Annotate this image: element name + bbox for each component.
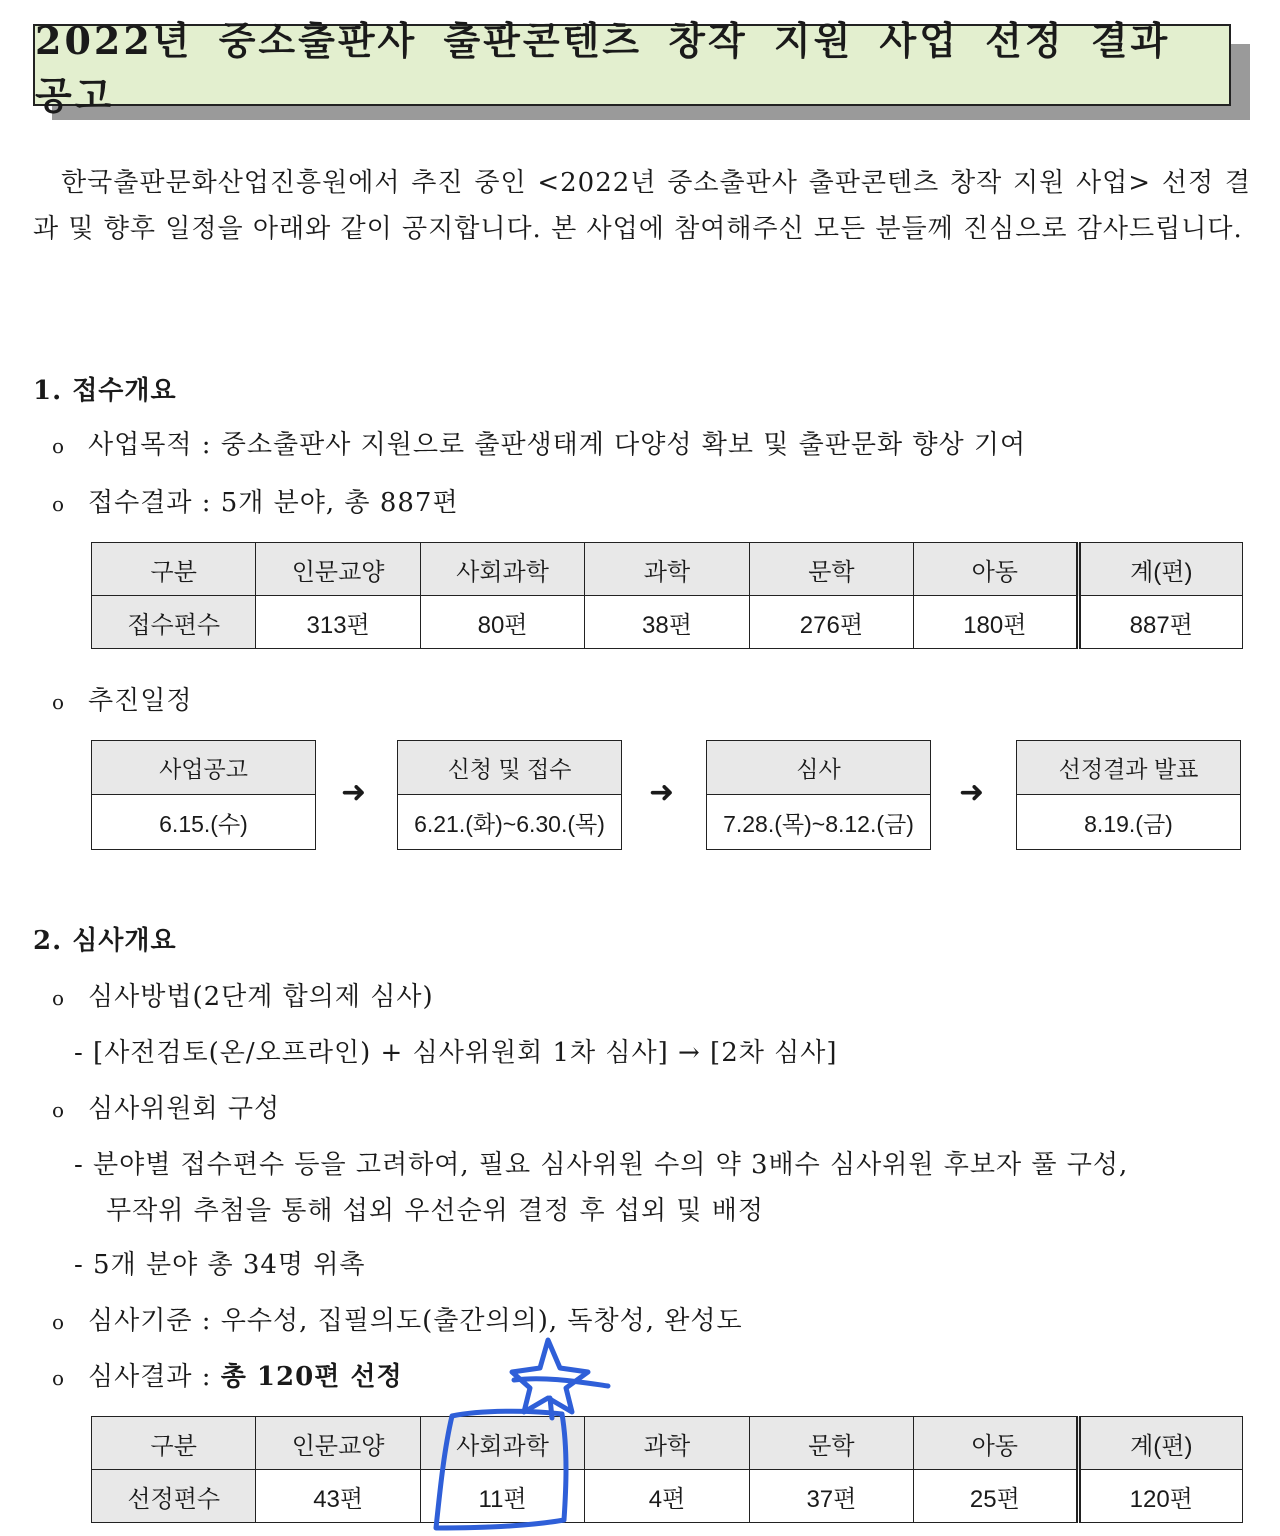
table-cell: 계(편) [1078,543,1242,596]
annotation-stem [550,1398,552,1418]
table-cell: 과학 [585,543,749,596]
schedule-step [1016,740,1241,850]
bullet-icon: o [52,1310,66,1334]
table-row [92,596,1243,649]
intro-paragraph: 한국출판문화산업진흥원에서 추진 중인 <2022년 중소출판사 출판콘텐츠 창작 지원 사업> 선정 결과 및 향후 일정을 아래와 같이 공지합니다. 본 사업에 참여해주신 모든 분들께 진심으로 감사드립니다. [33,168,1251,244]
table-cell: 37편 [749,1470,913,1523]
step-name: 사업공고 [92,741,315,795]
table-cell: 사회과학 [420,543,584,596]
review-result-item [52,1356,403,1393]
schedule-step [706,740,931,850]
table-cell: 80편 [420,596,584,649]
table-cell: 구분 [92,1417,256,1470]
bullet-icon: o [52,1098,66,1122]
section-2-heading: 2. 심사개요 [33,926,177,956]
result-item [52,482,459,519]
bullet-icon: o [52,492,66,516]
criteria-item [52,1300,743,1337]
method-detail: - [사전검토(온/오프라인) + 심사위원회 1차 심사] → [2차 심사] [74,1038,838,1068]
table-cell: 인문교양 [256,1417,420,1470]
table-cell: 접수편수 [92,596,256,649]
table-cell: 인문교양 [256,543,420,596]
review-result-value: 총 120편 선정 [220,1362,403,1392]
table-cell: 887편 [1078,596,1242,649]
committee-text: 심사위원회 구성 [88,1094,281,1124]
method-item [52,976,434,1013]
table-cell: 문학 [749,543,913,596]
step-name: 신청 및 접수 [398,741,621,795]
schedule-step [91,740,316,850]
table-cell: 43편 [256,1470,420,1523]
committee-detail-1: - 분야별 접수편수 등을 고려하여, 필요 심사위원 수의 약 3배수 심사위원 후보자 풀 구성, [74,1150,1129,1180]
step-date: 6.15.(수) [159,810,248,837]
schedule-step [397,740,622,850]
bullet-icon: o [52,986,66,1010]
purpose-text: 사업목적 : 중소출판사 지원으로 출판생태계 다양성 확보 및 출판문화 향상 기여 [88,430,1027,460]
submission-table [91,542,1243,649]
annotation-underline [514,1379,608,1386]
table-cell: 4편 [585,1470,749,1523]
review-result-label: 심사결과 : [88,1362,221,1392]
table-cell: 11편 [420,1470,584,1523]
table-cell: 사회과학 [420,1417,584,1470]
table-header-row [92,543,1243,596]
purpose-item [52,424,1026,461]
schedule-item [52,680,192,717]
table-cell: 과학 [585,1417,749,1470]
committee-detail-2: 무작위 추첨을 통해 섭외 우선순위 결정 후 섭외 및 배정 [106,1196,764,1226]
criteria-text: 심사기준 : 우수성, 집필의도(출간의의), 독창성, 완성도 [88,1306,743,1336]
result-text: 접수결과 : 5개 분야, 총 887편 [88,488,459,518]
step-date: 6.21.(화)~6.30.(목) [414,810,605,837]
table-cell: 아동 [914,543,1078,596]
table-cell: 180편 [914,596,1078,649]
table-cell: 구분 [92,543,256,596]
table-cell: 선정편수 [92,1470,256,1523]
schedule-label: 추진일정 [88,686,193,716]
table-cell: 아동 [914,1417,1078,1470]
table-cell: 계(편) [1078,1417,1242,1470]
table-cell: 120편 [1078,1470,1242,1523]
table-header-row [92,1417,1243,1470]
page-title: 2022년 중소출판사 출판콘텐츠 창작 지원 사업 선정 결과 공고 [33,24,1231,106]
arrow-right-icon: ➜ [649,775,675,810]
committee-detail-3: - 5개 분야 총 34명 위촉 [74,1250,366,1280]
table-cell: 276편 [749,596,913,649]
table-cell: 313편 [256,596,420,649]
arrow-right-icon: ➜ [959,775,985,810]
table-cell: 문학 [749,1417,913,1470]
step-date: 8.19.(금) [1084,810,1173,837]
bullet-icon: o [52,1366,66,1390]
bullet-icon: o [52,434,66,458]
bullet-icon: o [52,690,66,714]
method-text: 심사방법(2단계 합의제 심사) [88,982,434,1012]
table-row [92,1470,1243,1523]
step-date: 7.28.(목)~8.12.(금) [723,810,914,837]
step-name: 선정결과 발표 [1017,741,1240,795]
annotation-star-icon [512,1340,588,1412]
step-name: 심사 [707,741,930,795]
section-1-heading: 1. 접수개요 [33,376,177,406]
table-cell: 25편 [914,1470,1078,1523]
selection-table [91,1416,1243,1523]
arrow-right-icon: ➜ [341,775,367,810]
table-cell: 38편 [585,596,749,649]
committee-item [52,1088,280,1125]
